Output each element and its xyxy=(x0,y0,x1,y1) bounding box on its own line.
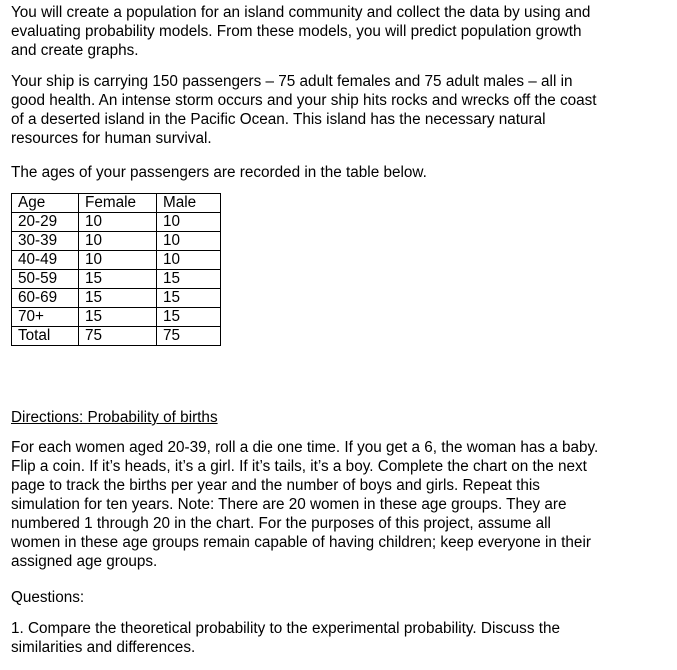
table-cell: 30-39 xyxy=(12,232,79,251)
scenario-paragraph xyxy=(11,72,597,148)
table-cell: 10 xyxy=(79,232,157,251)
table-row xyxy=(12,289,221,308)
table-cell: 75 xyxy=(157,327,221,346)
table-cell: 10 xyxy=(79,251,157,270)
table-cell: 75 xyxy=(79,327,157,346)
table-cell: 60-69 xyxy=(12,289,79,308)
scenario-line: resources for human survival. xyxy=(11,130,212,147)
question-1 xyxy=(11,619,560,657)
table-cell: 50-59 xyxy=(12,270,79,289)
table-header-row xyxy=(12,194,221,213)
directions-line: page to track the births per year and the number of boys and girls. Repeat this xyxy=(11,477,540,494)
table-cell: 40-49 xyxy=(12,251,79,270)
table-cell: 15 xyxy=(157,270,221,289)
scenario-line: of a deserted island in the Pacific Ocean. This island has the necessary natural xyxy=(11,111,546,128)
table-cell: 10 xyxy=(79,213,157,232)
table-cell: 20-29 xyxy=(12,213,79,232)
table-row xyxy=(12,308,221,327)
table-cell: 15 xyxy=(79,308,157,327)
directions-line: For each women aged 20-39, roll a die one time. If you get a 6, the woman has a baby. xyxy=(11,439,599,456)
intro-line: and create graphs. xyxy=(11,42,139,59)
table-row xyxy=(12,270,221,289)
table-cell: 15 xyxy=(157,308,221,327)
table-cell: 10 xyxy=(157,251,221,270)
directions-line: numbered 1 through 20 in the chart. For the purposes of this project, assume all xyxy=(11,515,551,532)
intro-line: evaluating probability models. From these models, you will predict population growth xyxy=(11,23,582,40)
table-header-cell: Female xyxy=(79,194,157,213)
table-cell: 10 xyxy=(157,213,221,232)
table-cell: 70+ xyxy=(12,308,79,327)
directions-line: women in these age groups remain capable of having children; keep everyone in their xyxy=(11,534,591,551)
table-row xyxy=(12,213,221,232)
scenario-line: good health. An intense storm occurs and your ship hits rocks and wrecks off the coast xyxy=(11,92,597,109)
table-cell: 15 xyxy=(157,289,221,308)
intro-paragraph xyxy=(11,3,590,60)
directions-line: simulation for ten years. Note: There are 20 women in these age groups. They are xyxy=(11,496,567,513)
table-cell: 15 xyxy=(79,289,157,308)
table-intro: The ages of your passengers are recorded in the table below. xyxy=(11,164,427,181)
directions-line: Flip a coin. If it’s heads, it’s a girl. If it’s tails, it’s a boy. Complete the chart on the next xyxy=(11,458,587,475)
directions-heading: Directions: Probability of births xyxy=(11,409,218,426)
questions-label: Questions: xyxy=(11,589,85,606)
table-row xyxy=(12,251,221,270)
directions-paragraph xyxy=(11,438,598,571)
table-row xyxy=(12,327,221,346)
question-line: similarities and differences. xyxy=(11,639,196,656)
table-header-cell: Age xyxy=(12,194,79,213)
table-cell: 10 xyxy=(157,232,221,251)
table-cell: 15 xyxy=(79,270,157,289)
scenario-line: Your ship is carrying 150 passengers – 75 adult females and 75 adult males – all in xyxy=(11,73,573,90)
question-line: 1. Compare the theoretical probability to the experimental probability. Discuss the xyxy=(11,620,560,637)
passenger-age-table xyxy=(11,193,221,346)
directions-line: assigned age groups. xyxy=(11,553,158,570)
table-header-cell: Male xyxy=(157,194,221,213)
table-row xyxy=(12,232,221,251)
table-cell: Total xyxy=(12,327,79,346)
intro-line: You will create a population for an island community and collect the data by using and xyxy=(11,4,591,21)
